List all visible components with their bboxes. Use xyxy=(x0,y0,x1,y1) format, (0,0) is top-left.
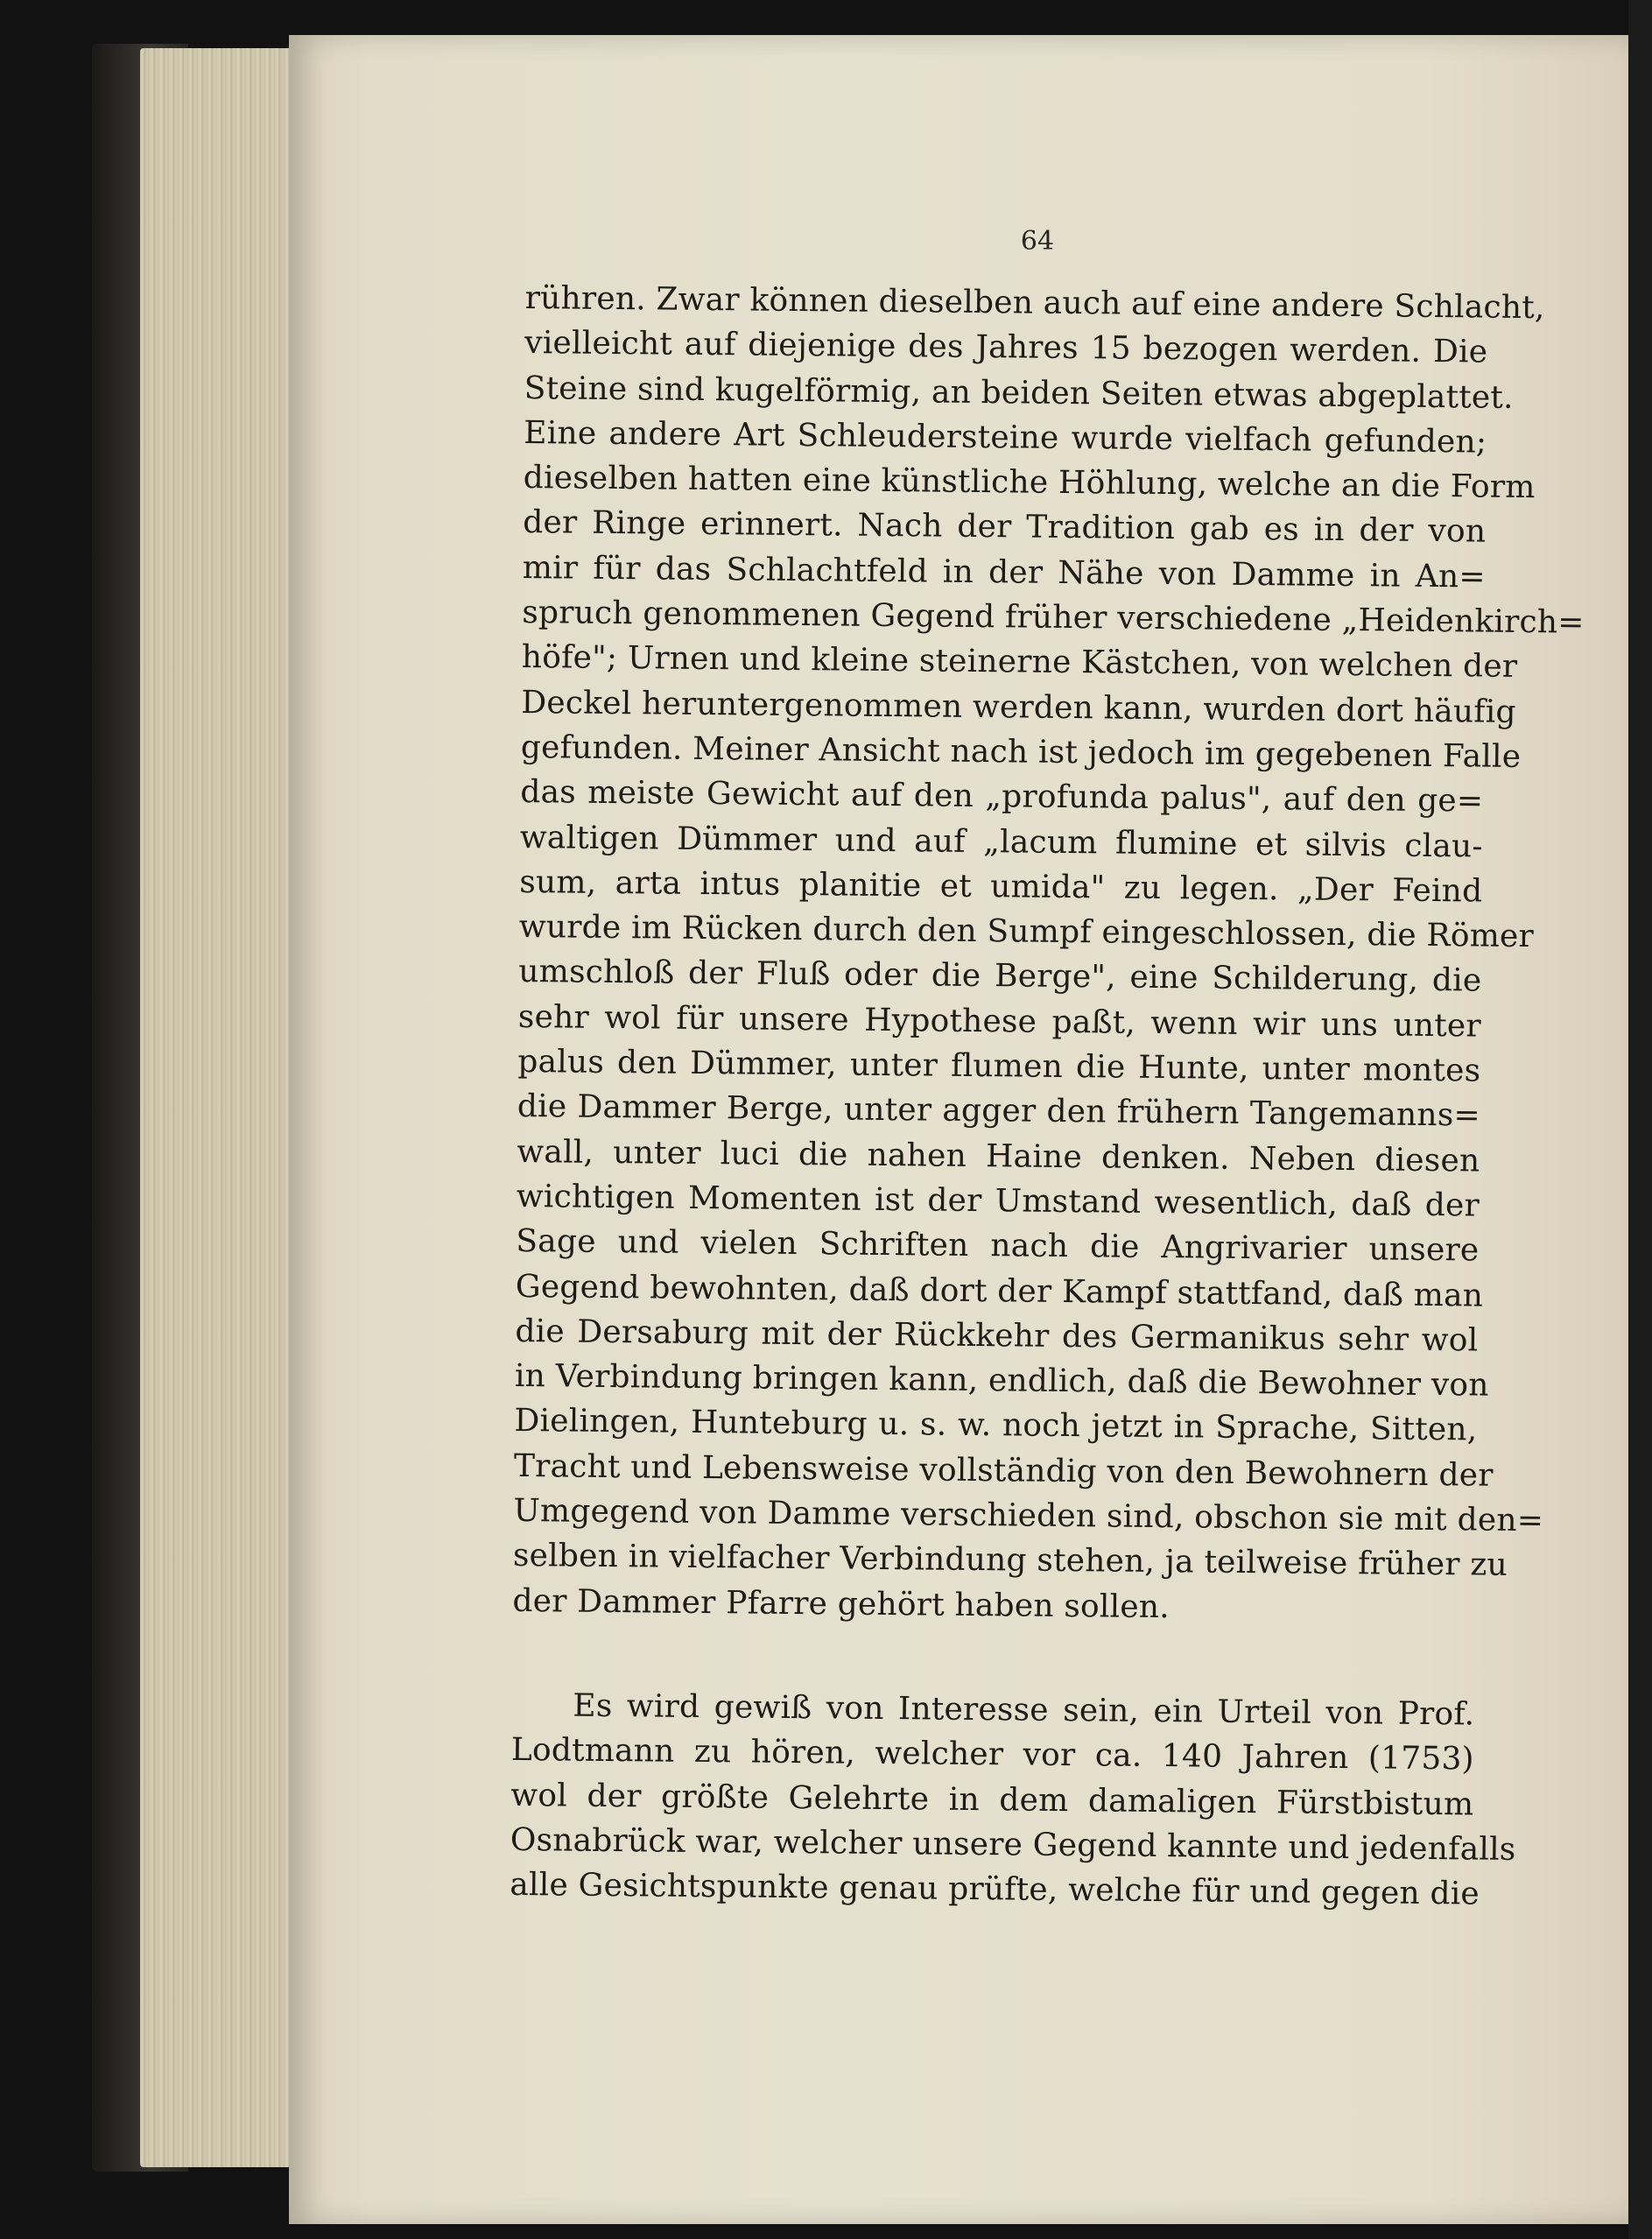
text-line: dieselben hatten eine künstliche Höhlung, welche an die Form xyxy=(523,460,1536,506)
text-line: das meiste Gewicht auf den „profunda palus", auf den ge= xyxy=(520,774,1484,820)
text-line: sum, arta intus planitie et umida" zu legen. „Der Feind xyxy=(519,863,1483,910)
text-line: Sage und vielen Schriften nach die Angrivarier unsere xyxy=(516,1223,1480,1269)
paragraph xyxy=(510,1683,1516,1917)
text-line: vielleicht auf diejenige des Jahres 15 bezogen werden. Die xyxy=(524,325,1488,370)
text-line: Es wird gewiß von Interesse sein, ein Urteil von Prof. xyxy=(573,1687,1475,1733)
text-line: die Dammer Berge, unter agger den frühern Tangemanns= xyxy=(517,1088,1481,1134)
body-text xyxy=(510,276,1585,1917)
text-line: Tracht und Lebensweise vollständig von den Bewohnern der xyxy=(513,1447,1494,1494)
text-line: der Ringe erinnert. Nach der Tradition gab es in der von xyxy=(523,504,1487,551)
scan-border xyxy=(1628,0,1652,2239)
text-line: wall, unter luci die nahen Haine denken. Neben diesen xyxy=(517,1133,1480,1179)
text-line: Gegend bewohnten, daß dort der Kampf stattfand, daß man xyxy=(515,1268,1484,1314)
text-line: selben in vielfacher Verbindung stehen, ja teilweise früher zu xyxy=(512,1538,1508,1584)
text-line: wurde im Rücken durch den Sumpf eingeschlossen, die Römer xyxy=(518,909,1535,955)
text-line: sehr wol für unsere Hypothese paßt, wenn wir uns unter xyxy=(517,998,1482,1045)
text-line: waltigen Dümmer und auf „lacum flumine et silvis clau- xyxy=(519,819,1483,865)
text-line: rühren. Zwar können dieselben auch auf eine andere Schlacht, xyxy=(524,279,1545,327)
text-line: Dielingen, Hunteburg u. s. w. noch jetzt in Sprache, Sitten, xyxy=(514,1403,1478,1448)
text-line: die Dersaburg mit der Rückkehr des Germanikus sehr wol xyxy=(515,1313,1479,1359)
text-line: Osnabrück war, welcher unsere Gegend kannte und jedenfalls xyxy=(510,1821,1516,1868)
text-line: Lodtmann zu hören, welcher vor ca. 140 Jahren (1753) xyxy=(510,1732,1474,1778)
text-line: Deckel heruntergenommen werden kann, wurden dort häufig xyxy=(521,684,1516,730)
text-line: palus den Dümmer, unter flumen die Hunte, unter montes xyxy=(517,1044,1481,1089)
text-line: mir für das Schlachtfeld in der Nähe von Damme in An= xyxy=(522,549,1486,595)
text-line: wol der größte Gelehrte in dem damaligen Fürstbistum xyxy=(510,1777,1474,1822)
text-line: Umgegend von Damme verschieden sind, obschon sie mit den= xyxy=(513,1492,1544,1539)
text-line: Eine andere Art Schleudersteine wurde vielfach gefunden; xyxy=(524,414,1487,461)
text-line: der Dammer Pfarre gehört haben sollen. xyxy=(512,1582,1170,1625)
text-line: alle Gesichtspunkte genau prüfte, welche für und gegen die xyxy=(510,1867,1480,1912)
paragraph xyxy=(512,276,1585,1632)
text-line: höfe"; Urnen und kleine steinerne Kästchen, von welchen der xyxy=(521,639,1518,686)
text-line: umschloß der Fluß oder die Berge", eine Schilderung, die xyxy=(518,954,1482,999)
text-line: gefunden. Meiner Ansicht nach ist jedoch im gegebenen Falle xyxy=(520,729,1522,775)
text-line: Steine sind kugelförmig, an beiden Seiten etwas abgeplattet. xyxy=(524,370,1514,416)
text-line: in Verbindung bringen kann, endlich, daß die Bewohner von xyxy=(514,1358,1489,1404)
page-number: 64 xyxy=(1020,226,1055,257)
paragraph-gap xyxy=(512,1623,1476,1693)
text-line: wichtigen Momenten ist der Umstand wesentlich, daß der xyxy=(516,1178,1480,1224)
text-line: spruch genommenen Gegend früher verschiedene „Heidenkirch= xyxy=(522,595,1585,641)
